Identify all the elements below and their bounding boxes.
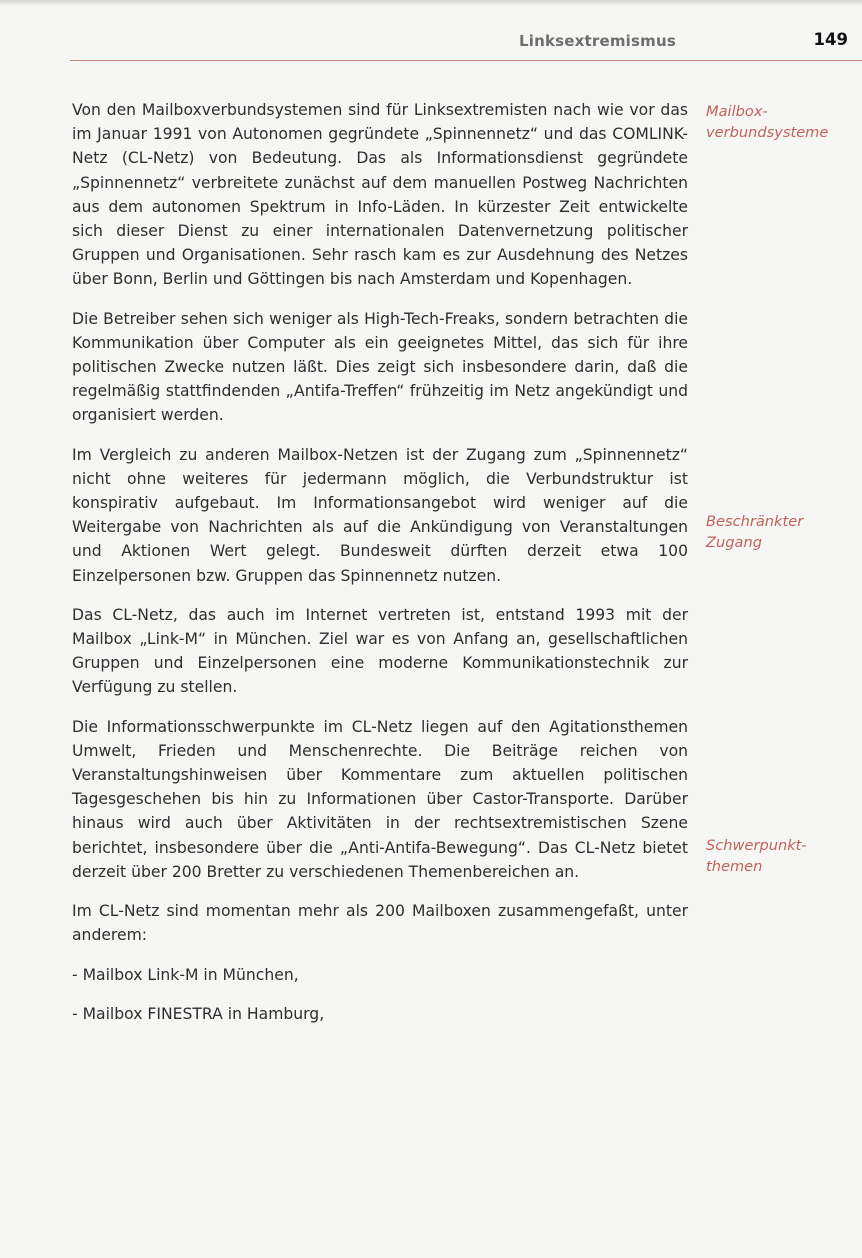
margin-note-line: themen [706, 858, 763, 875]
paragraph-operators: Die Betreiber sehen sich weniger als High-Tech-Freaks, sondern betrachten die Kommunikation über Computer als ein geeignetes Mittel, das sich für ihre politischen Zwecke nutzen läßt. Dies zeigt sich insbesondere darin, daß die regelmäßig stattfindenden „Antifa-Treffen“ frühzeitig im Netz angekündigt und organisiert werden. [72, 309, 688, 425]
list-item: - Mailbox Link-M in München, [72, 965, 299, 984]
running-head: Linksextremismus [518, 32, 676, 50]
paragraph-mailbox-systems: Von den Mailboxverbundsystemen sind für Linksextremisten nach wie vor das im Januar 1991 von Autonomen gegründete „Spinnennetz“ und das COMLINK-Netz (CL-Netz) von Bedeutung. Das als Informationsdienst gegründete „Spinnennetz“ verbreitete zunächst auf dem manuellen Postweg Nachrichten aus dem autonomen Spektrum in Info-Läden. In kürzester Zeit entwickelte sich dieser Dienst zu einer internationalen Datenvernetzung politischer Gruppen und Organisationen. Sehr rasch kam es zur Ausdehnung des Netzes über Bonn, Berlin und Göttingen bis nach Amsterdam und Kopenhagen. [72, 101, 688, 289]
page-header [70, 30, 854, 56]
margin-note-line: Zugang [706, 534, 762, 551]
paragraph-focus-topics: Die Informationsschwerpunkte im CL-Netz liegen auf den Agitationsthemen Umwelt, Frieden und Menschenrechte. Die Beiträge reichen von Veranstaltungshinweisen über Kommentare zum aktuellen politischen Tagesgeschehen bis hin zu Informationen über Castor-Transporte. Darüber hinaus wird auch über Aktivitäten in der rechtsextremistischen Szene berichtet, insbesondere über die „Anti-Antifa-Bewegung“. Das CL-Netz bietet derzeit über 200 Bretter zu verschiedenen Themenbereichen an. [72, 717, 688, 881]
margin-note-focus-topics [706, 835, 856, 877]
margin-note-line: Beschränkter [706, 513, 804, 530]
list-item: - Mailbox FINESTRA in Hamburg, [72, 1004, 325, 1023]
margin-note-line: Mailbox- [706, 103, 768, 120]
paragraph-access: Im Vergleich zu anderen Mailbox-Netzen ist der Zugang zum „Spinnennetz“ nicht ohne weiteres für jedermann möglich, die Verbundstruktur ist konspirativ aufgebaut. Im Informationsangebot wird weniger auf die Weitergabe von Nachrichten als auf die Ankündigung von Veranstaltungen und Aktionen Wert gelegt. Bundesweit dürften derzeit etwa 100 Einzelpersonen bzw. Gruppen das Spinnennetz nutzen. [72, 445, 688, 585]
margin-note-mailbox-systems [706, 101, 856, 143]
margin-note-restricted-access [706, 511, 856, 553]
header-rule [70, 60, 862, 61]
page-number: 149 [813, 30, 848, 49]
paragraph-cl-netz: Das CL-Netz, das auch im Internet vertreten ist, entstand 1993 mit der Mailbox „Link-M“ in München. Ziel war es von Anfang an, gesellschaftlichen Gruppen und Einzelpersonen eine moderne Kommunikationstechnik zur Verfügung zu stellen. [72, 605, 688, 697]
margin-note-line: Schwerpunkt- [706, 837, 807, 854]
margin-note-line: verbundsysteme [706, 124, 829, 141]
paragraph-mailbox-count: Im CL-Netz sind momentan mehr als 200 Mailboxen zusammengefaßt, unter anderem: [72, 902, 688, 945]
body-text [72, 98, 688, 1041]
scan-edge-shadow [0, 0, 862, 6]
